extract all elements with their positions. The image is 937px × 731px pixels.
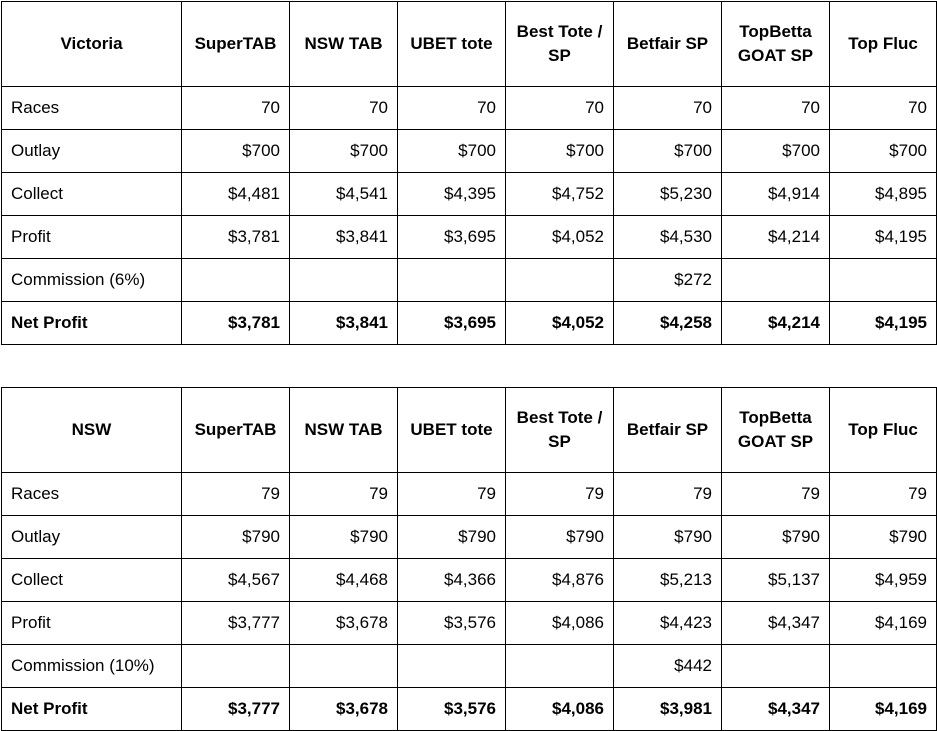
table-cell: $4,195 bbox=[830, 302, 937, 345]
table-cell bbox=[722, 259, 830, 302]
table-cell bbox=[506, 645, 614, 688]
table-cell bbox=[290, 645, 398, 688]
table-cell: $5,213 bbox=[614, 559, 722, 602]
column-header: Betfair SP bbox=[614, 2, 722, 87]
table-cell bbox=[830, 645, 937, 688]
table-cell: $4,959 bbox=[830, 559, 937, 602]
table-cell: $4,195 bbox=[830, 216, 937, 259]
table-cell: $3,678 bbox=[290, 602, 398, 645]
table-cell: $4,086 bbox=[506, 688, 614, 731]
table-cell: $790 bbox=[290, 516, 398, 559]
table-cell: $4,541 bbox=[290, 173, 398, 216]
table-cell: $3,841 bbox=[290, 302, 398, 345]
table-cell bbox=[722, 645, 830, 688]
row-label: Outlay bbox=[2, 516, 182, 559]
table-cell: $3,576 bbox=[398, 688, 506, 731]
table-cell: $4,258 bbox=[614, 302, 722, 345]
table-cell: 79 bbox=[398, 473, 506, 516]
table-cell: $3,777 bbox=[182, 602, 290, 645]
table-cell: $4,366 bbox=[398, 559, 506, 602]
table-row bbox=[2, 216, 937, 259]
table-cell: $4,395 bbox=[398, 173, 506, 216]
column-header: UBET tote bbox=[398, 388, 506, 473]
table-cell: $5,230 bbox=[614, 173, 722, 216]
table-cell: $700 bbox=[182, 130, 290, 173]
table-cell: 70 bbox=[614, 87, 722, 130]
row-label: Net Profit bbox=[2, 302, 182, 345]
row-label: Collect bbox=[2, 559, 182, 602]
table-cell: $4,052 bbox=[506, 302, 614, 345]
column-header: TopBetta GOAT SP bbox=[722, 388, 830, 473]
table-cell: 79 bbox=[614, 473, 722, 516]
table-cell: $3,981 bbox=[614, 688, 722, 731]
table-cell: $790 bbox=[182, 516, 290, 559]
table-row bbox=[2, 87, 937, 130]
table-cell: 79 bbox=[506, 473, 614, 516]
row-label: Races bbox=[2, 473, 182, 516]
table-cell: $4,169 bbox=[830, 688, 937, 731]
table-row bbox=[2, 259, 937, 302]
column-header: TopBetta GOAT SP bbox=[722, 2, 830, 87]
table-cell: $4,347 bbox=[722, 602, 830, 645]
table-cell: 79 bbox=[830, 473, 937, 516]
table-cell bbox=[290, 259, 398, 302]
column-header: Best Tote / SP bbox=[506, 2, 614, 87]
region-header: NSW bbox=[2, 388, 182, 473]
table-cell: $700 bbox=[398, 130, 506, 173]
table-cell: $4,895 bbox=[830, 173, 937, 216]
table-cell: $4,530 bbox=[614, 216, 722, 259]
row-label: Profit bbox=[2, 216, 182, 259]
table-cell: 79 bbox=[722, 473, 830, 516]
table-cell: $4,347 bbox=[722, 688, 830, 731]
table-cell: $790 bbox=[722, 516, 830, 559]
table-cell: 70 bbox=[182, 87, 290, 130]
table-cell: $3,777 bbox=[182, 688, 290, 731]
row-label: Commission (6%) bbox=[2, 259, 182, 302]
table-cell: $4,876 bbox=[506, 559, 614, 602]
victoria-results-table bbox=[1, 1, 937, 345]
table-row bbox=[2, 516, 937, 559]
row-label: Outlay bbox=[2, 130, 182, 173]
net-profit-row bbox=[2, 688, 937, 731]
table-cell: $272 bbox=[614, 259, 722, 302]
row-label: Collect bbox=[2, 173, 182, 216]
table-cell: $4,914 bbox=[722, 173, 830, 216]
table-cell: 79 bbox=[290, 473, 398, 516]
column-header: SuperTAB bbox=[182, 2, 290, 87]
table-cell: $700 bbox=[614, 130, 722, 173]
column-header: Top Fluc bbox=[830, 2, 937, 87]
table-cell: $700 bbox=[722, 130, 830, 173]
table-cell: $4,214 bbox=[722, 302, 830, 345]
table-cell bbox=[830, 259, 937, 302]
table-cell: $4,481 bbox=[182, 173, 290, 216]
table-cell: 79 bbox=[182, 473, 290, 516]
row-label: Commission (10%) bbox=[2, 645, 182, 688]
table-cell: 70 bbox=[290, 87, 398, 130]
table-cell: $790 bbox=[614, 516, 722, 559]
table-cell: $700 bbox=[290, 130, 398, 173]
table-cell: 70 bbox=[722, 87, 830, 130]
table-row bbox=[2, 473, 937, 516]
table-cell: $3,781 bbox=[182, 302, 290, 345]
table-cell: 70 bbox=[506, 87, 614, 130]
table-cell: $4,086 bbox=[506, 602, 614, 645]
table-cell: $4,468 bbox=[290, 559, 398, 602]
column-header: NSW TAB bbox=[290, 2, 398, 87]
table-cell: $3,695 bbox=[398, 302, 506, 345]
table-cell bbox=[182, 259, 290, 302]
region-header: Victoria bbox=[2, 2, 182, 87]
table-cell: $790 bbox=[830, 516, 937, 559]
table-row bbox=[2, 173, 937, 216]
table-row bbox=[2, 130, 937, 173]
table-cell: 70 bbox=[398, 87, 506, 130]
table-cell: $790 bbox=[506, 516, 614, 559]
table-cell: $790 bbox=[398, 516, 506, 559]
table-row bbox=[2, 602, 937, 645]
table-cell: $442 bbox=[614, 645, 722, 688]
table-row bbox=[2, 559, 937, 602]
table-header-row bbox=[2, 388, 937, 473]
net-profit-row bbox=[2, 302, 937, 345]
table-cell: $4,214 bbox=[722, 216, 830, 259]
table-cell bbox=[398, 645, 506, 688]
table-row bbox=[2, 645, 937, 688]
table-cell: $3,781 bbox=[182, 216, 290, 259]
table-cell: $4,567 bbox=[182, 559, 290, 602]
table-cell: $4,423 bbox=[614, 602, 722, 645]
table-cell: 70 bbox=[830, 87, 937, 130]
table-cell: $3,695 bbox=[398, 216, 506, 259]
column-header: NSW TAB bbox=[290, 388, 398, 473]
table-cell: $3,576 bbox=[398, 602, 506, 645]
table-header-row bbox=[2, 2, 937, 87]
row-label: Profit bbox=[2, 602, 182, 645]
row-label: Net Profit bbox=[2, 688, 182, 731]
table-cell: $5,137 bbox=[722, 559, 830, 602]
column-header: Best Tote / SP bbox=[506, 388, 614, 473]
table-cell: $3,678 bbox=[290, 688, 398, 731]
table-cell bbox=[506, 259, 614, 302]
table-cell bbox=[398, 259, 506, 302]
table-cell: $4,052 bbox=[506, 216, 614, 259]
table-cell: $700 bbox=[506, 130, 614, 173]
table-cell: $700 bbox=[830, 130, 937, 173]
table-cell: $4,752 bbox=[506, 173, 614, 216]
column-header: Top Fluc bbox=[830, 388, 937, 473]
column-header: UBET tote bbox=[398, 2, 506, 87]
row-label: Races bbox=[2, 87, 182, 130]
table-cell bbox=[182, 645, 290, 688]
nsw-results-table bbox=[1, 387, 937, 731]
column-header: SuperTAB bbox=[182, 388, 290, 473]
table-cell: $4,169 bbox=[830, 602, 937, 645]
column-header: Betfair SP bbox=[614, 388, 722, 473]
table-cell: $3,841 bbox=[290, 216, 398, 259]
